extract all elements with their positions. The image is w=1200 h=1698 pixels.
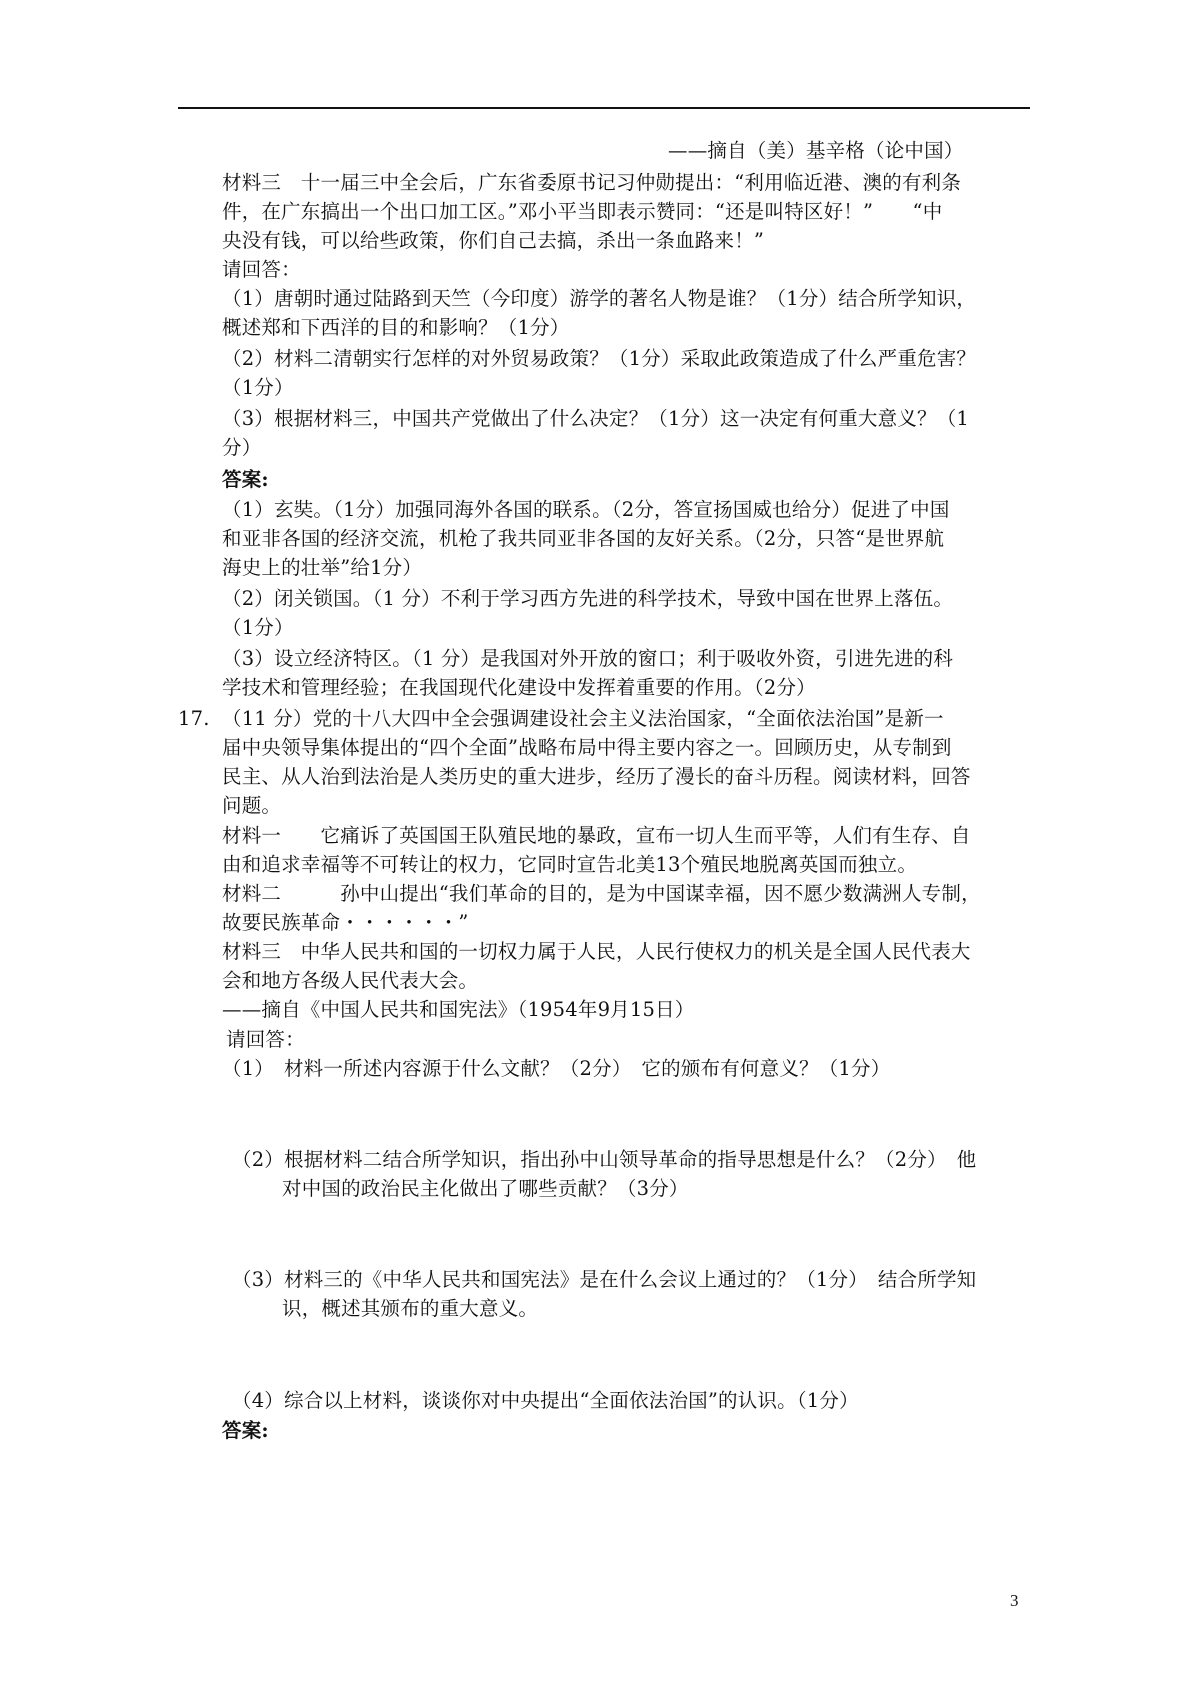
q17-question-line: （1） 材料一所述内容源于什么文献？（2分） 它的颁布有何意义？（1分） [222,1057,891,1080]
q16-answer-line: 和亚非各国的经济交流，机枪了我共同亚非各国的友好关系。（2分，只答“是世界航 [222,527,945,550]
q17-material-line: 材料三 中华人民共和国的一切权力属于人民，人民行使权力的机关是全国人民代表大 [222,940,971,963]
answer-label: 答案: [222,468,269,491]
q16-answer-line: 海史上的壮举”给1分） [222,556,423,579]
q16-answer-line: 学技术和管理经验；在我国现代化建设中发挥着重要的作用。（2分） [222,676,816,699]
please-answer-label: 请回答： [222,258,301,281]
q16-question-line: （1）唐朝时通过陆路到天竺（今印度）游学的著名人物是谁？（1分）结合所学知识， [222,287,977,310]
q16-question-line: 概述郑和下西洋的目的和影响？（1分） [222,316,570,339]
q16-answer-line: （2）闭关锁国。（1 分）不利于学习西方先进的科学技术，导致中国在世界上落伍。 [222,587,954,610]
q17-question-line: （2）根据材料二结合所学知识，指出孙中山领导革命的指导思想是什么？（2分） 他 [232,1148,977,1171]
q17-intro-line: 届中央领导集体提出的“四个全面”战略布局中得主要内容之一。回顾历史，从专制到 [222,736,952,759]
q17-intro-line: （11 分）党的十八大四中全会强调建设社会主义法治国家，“全面依法治国”是新一 [222,707,944,730]
q17-intro-line: 问题。 [222,794,282,817]
q17-question-line: 识，概述其颁布的重大意义。 [282,1297,539,1320]
q16-answer-line: （3）设立经济特区。（1 分）是我国对外开放的窗口；利于吸收外资，引进先进的科 [222,647,954,670]
q17-question-line: 对中国的政治民主化做出了哪些贡献？（3分） [282,1177,689,1200]
q17-material-line: 材料二 孙中山提出“我们革命的目的，是为中国谋幸福，因不愿少数满洲人专制， [222,882,981,905]
material-three-line: 央没有钱，可以给些政策，你们自己去搞，杀出一条血路来！” [222,229,765,252]
material-three-line: 材料三 十一届三中全会后，广东省委原书记习仲勋提出：“利用临近港、澳的有利条 [222,171,962,194]
q16-question-line: 分） [222,436,262,459]
q16-question-line: （1分） [222,376,294,399]
page-number: 3 [1010,1591,1019,1610]
q17-material-line: 材料一 它痛诉了英国国王队殖民地的暴政，宣布一切人生而平等，人们有生存、自 [222,824,971,847]
material-three-line: 件，在广东搞出一个出口加工区。”邓小平当即表示赞同：“还是叫特区好！” “中 [222,200,943,223]
constitution-citation: ——摘自《中国人民共和国宪法》（1954年9月15日） [222,998,695,1021]
q17-question-line: （4）综合以上材料，谈谈你对中央提出“全面依法治国”的认识。（1分） [232,1389,859,1412]
q16-question-line: （2）材料二清朝实行怎样的对外贸易政策？（1分）采取此政策造成了什么严重危害？ [222,347,977,370]
q17-material-line: 故要民族革命・・・・・・” [222,911,469,934]
header-rule [178,107,1030,109]
q17-question-line: （3）材料三的《中华人民共和国宪法》是在什么会议上通过的？（1分） 结合所学知 [232,1268,977,1291]
q17-material-line: 会和地方各级人民代表大会。 [222,969,479,992]
question-number: 17. [178,707,210,730]
q17-intro-line: 民主、从人治到法治是人类历史的重大进步，经历了漫长的奋斗历程。阅读材料，回答 [222,765,971,788]
source-citation: ——摘自（美）基辛格（论中国） [668,139,964,162]
q16-answer-line: （1）玄奘。（1分）加强同海外各国的联系。（2分，答宣扬国威也给分）促进了中国 [222,498,950,521]
please-answer-label: 请回答： [226,1028,305,1051]
q16-question-line: （3）根据材料三，中国共产党做出了什么决定？（1分）这一决定有何重大意义？（1 [222,407,970,430]
q17-material-line: 由和追求幸福等不可转让的权力，它同时宣告北美13个殖民地脱离英国而独立。 [222,853,918,876]
answer-label: 答案: [222,1419,269,1442]
q16-answer-line: （1分） [222,616,294,639]
